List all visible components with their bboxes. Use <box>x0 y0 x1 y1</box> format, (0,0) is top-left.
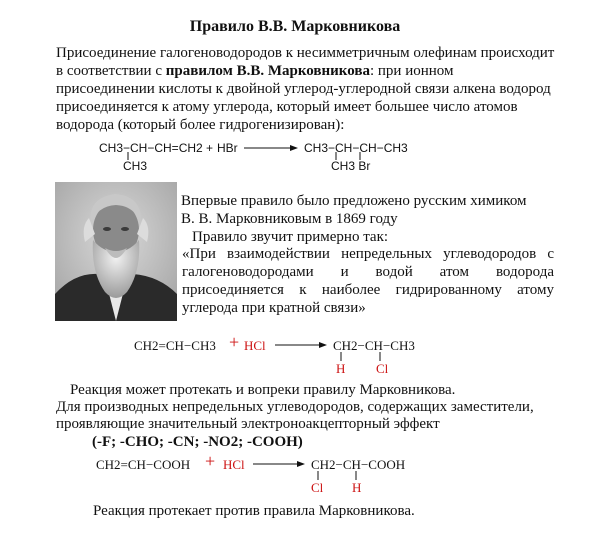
against-line-3: проявляющие значительный электроноакцепторный эффект <box>56 416 440 432</box>
eq2-chlorine: Cl <box>376 361 389 376</box>
quote-line-4: углерода при кратной связи» <box>182 300 366 316</box>
quote-line-3: присоединяется к наиболее гидрированному атому <box>182 282 554 298</box>
bio-line-1: Впервые правило было предложено русским химиком <box>181 193 527 209</box>
substituents-list: (-F; -CHO; -CN; -NO2; -COOH) <box>92 434 303 450</box>
intro-line-2 <box>56 62 453 80</box>
eq3-plus: + <box>205 451 216 471</box>
intro-line-4: присоединяется к атому углерода, который имеет большее число атомов <box>56 99 518 115</box>
eq3-product: CH2−CH−COOH <box>311 457 406 472</box>
eq1-reactant: CH3−CH−CH=CH2 + <box>99 141 214 155</box>
against-line-2: Для производных непредельных углеводородов, содержащих заместители, <box>56 399 534 415</box>
against-line-1: Реакция может протекать и вопреки правилу Марковникова. <box>70 382 456 398</box>
eq1-arrow-icon <box>244 143 298 153</box>
bio-line-3: Правило звучит примерно так: <box>192 229 389 245</box>
eq2-product: CH2−CH−CH3 <box>333 338 415 353</box>
eq2-hydrogen: H <box>336 361 346 376</box>
eq1-branch: CH3 <box>123 159 148 173</box>
conclusion: Реакция протекает против правила Марковникова. <box>93 503 415 519</box>
intro-line-2-pre: в соответствии с <box>56 63 166 79</box>
eq2-arrow-icon <box>275 340 327 350</box>
page-title: Правило В.В. Марковникова <box>189 18 401 35</box>
eq3-reactant: CH2=CH−COOH <box>96 457 191 472</box>
eq3-reagent: HCl <box>223 457 245 472</box>
eq1-product-sub: CH3 Br <box>331 159 371 173</box>
bio-line-2: В. В. Марковниковым в 1869 году <box>181 211 398 227</box>
eq2-reactant: CH2=CH−CH3 <box>134 338 216 353</box>
rule-name: правилом В.В. Марковникова <box>165 63 370 79</box>
eq1-reagent: HBr <box>217 141 238 155</box>
eq2-plus: + <box>229 332 240 352</box>
eq2-reagent: HCl <box>244 338 266 353</box>
intro-line-3: присоединении кислоты к двойной углерод-углеродной связи алкена водород <box>56 81 551 97</box>
eq3-hydrogen: H <box>352 480 362 495</box>
eq3-chlorine: Cl <box>311 480 324 495</box>
intro-line-5: водорода (который более гидрогенизирован): <box>56 117 345 133</box>
eq1-product: CH3−CH−CH−CH3 <box>304 141 408 155</box>
quote-line-1: «При взаимодействии непредельных углеводородов с <box>182 246 554 262</box>
eq3-arrow-icon <box>253 459 305 469</box>
quote-line-2: галогеноводородами и водой атом водорода <box>182 264 554 280</box>
markovnikov-portrait <box>55 182 177 321</box>
intro-line-1: Присоединение галогеноводородов к несимметричным олефинам происходит <box>56 45 555 61</box>
intro-line-2-post: : при ионном <box>369 63 454 79</box>
